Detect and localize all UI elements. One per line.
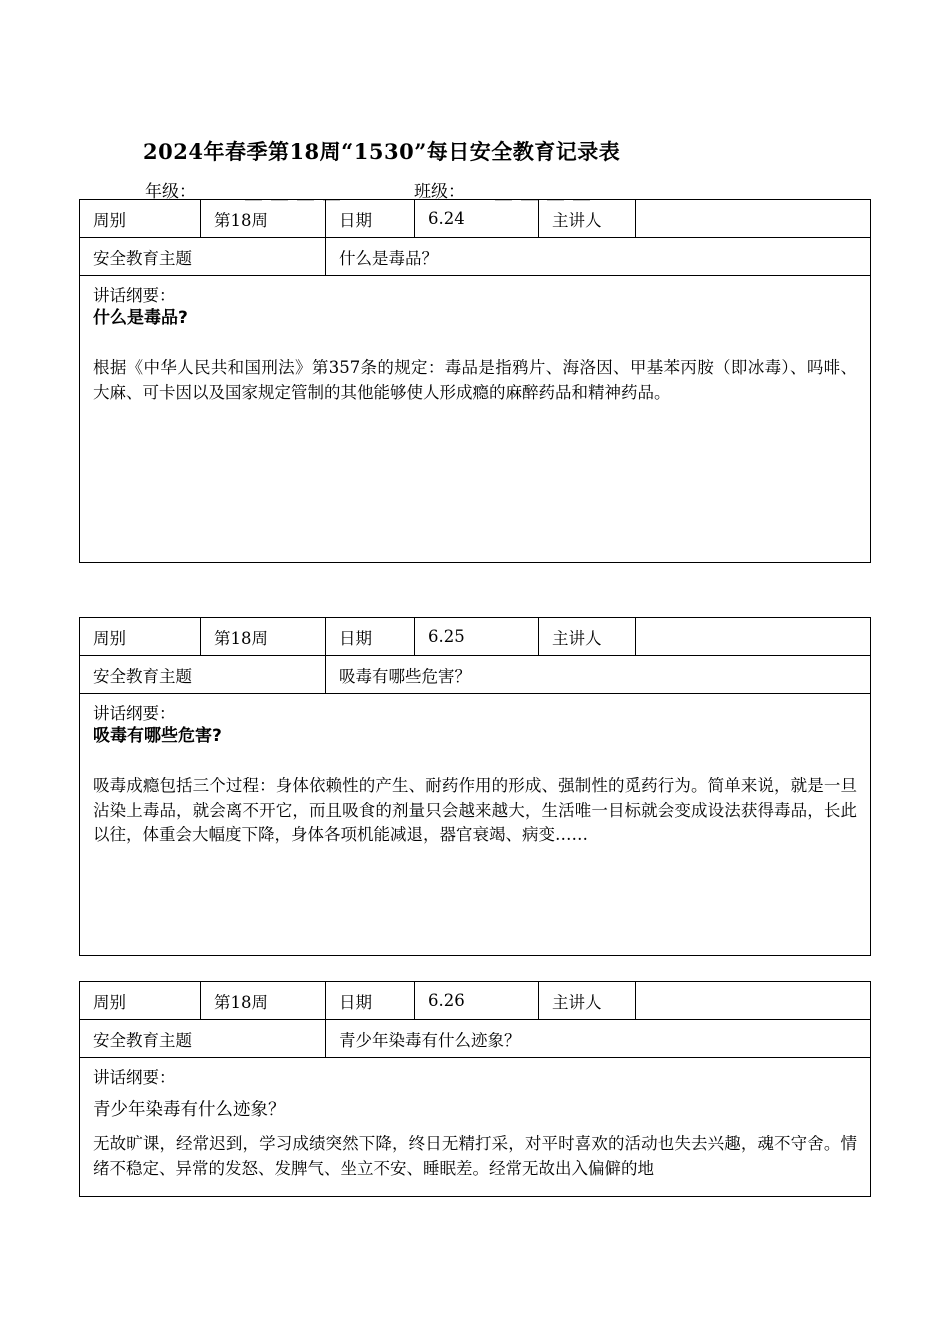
info-row — [80, 982, 870, 1020]
outline-heading: 什么是毒品? — [93, 308, 188, 328]
speaker-label: 主讲人 — [539, 200, 636, 237]
date-label: 日期 — [326, 200, 415, 237]
record-card-2 — [79, 617, 871, 956]
speaker-value — [636, 982, 870, 1019]
week-label: 周别 — [80, 200, 201, 237]
page-title: 2024年春季第18周“1530”每日安全教育记录表 — [143, 139, 621, 164]
date-label: 日期 — [326, 618, 415, 655]
outline-body: 无故旷课，经常迟到，学习成绩突然下降，终日无精打采，对平时喜欢的活动也失去兴趣，魂不守舍。情绪不稳定、异常的发怒、发脾气、坐立不安、睡眠差。经常无故出入偏僻的地 — [93, 1134, 857, 1178]
outline-label: 讲话纲要： — [93, 286, 176, 305]
speaker-value — [636, 200, 870, 237]
topic-row — [80, 238, 870, 276]
outline-section — [80, 694, 870, 848]
speaker-label: 主讲人 — [539, 982, 636, 1019]
grade-blank: ＿＿＿＿ — [245, 183, 349, 203]
outline-section — [80, 276, 870, 405]
class-blank: ＿＿＿＿ — [495, 183, 599, 203]
topic-value: 什么是毒品？ — [339, 248, 438, 268]
week-label: 周别 — [80, 618, 201, 655]
topic-value: 吸毒有哪些危害？ — [339, 666, 471, 686]
date-value: 6.24 — [415, 200, 539, 237]
info-row — [80, 618, 870, 656]
topic-row — [80, 1020, 870, 1058]
week-value: 第18周 — [201, 982, 326, 1019]
grade-label: 年级： — [145, 182, 196, 202]
speaker-value — [636, 618, 870, 655]
info-row — [80, 200, 870, 238]
outline-heading: 青少年染毒有什么迹象？ — [93, 1100, 286, 1120]
record-card-3 — [79, 981, 871, 1197]
date-value: 6.26 — [415, 982, 539, 1019]
date-value: 6.25 — [415, 618, 539, 655]
outline-heading: 吸毒有哪些危害? — [93, 726, 222, 746]
topic-label: 安全教育主题 — [80, 656, 326, 693]
topic-label: 安全教育主题 — [80, 1020, 326, 1057]
outline-section — [80, 1058, 870, 1186]
outline-label: 讲话纲要： — [93, 704, 176, 723]
topic-label: 安全教育主题 — [80, 238, 326, 275]
topic-row — [80, 656, 870, 694]
outline-body: 吸毒成瘾包括三个过程：身体依赖性的产生、耐药作用的形成、强制性的觅药行为。简单来说，就是一旦沾染上毒品，就会离不开它，而且吸食的剂量只会越来越大，生活唯一目标就会变成设法获得毒品，长此以往，体重会大幅度下降，身体各项机能减退，器官衰竭、病变…… — [93, 776, 857, 844]
week-value: 第18周 — [201, 618, 326, 655]
date-label: 日期 — [326, 982, 415, 1019]
outline-body: 根据《中华人民共和国刑法》第357条的规定：毒品是指鸦片、海洛因、甲基苯丙胺（即冰毒）、吗啡、大麻、可卡因以及国家规定管制的其他能够使人形成瘾的麻醉药品和精神药品。 — [93, 358, 857, 402]
topic-value: 青少年染毒有什么迹象？ — [339, 1030, 521, 1050]
week-value: 第18周 — [201, 200, 326, 237]
week-label: 周别 — [80, 982, 201, 1019]
record-card-1 — [79, 199, 871, 563]
speaker-label: 主讲人 — [539, 618, 636, 655]
outline-label: 讲话纲要： — [93, 1068, 176, 1087]
class-label: 班级： — [414, 182, 465, 202]
